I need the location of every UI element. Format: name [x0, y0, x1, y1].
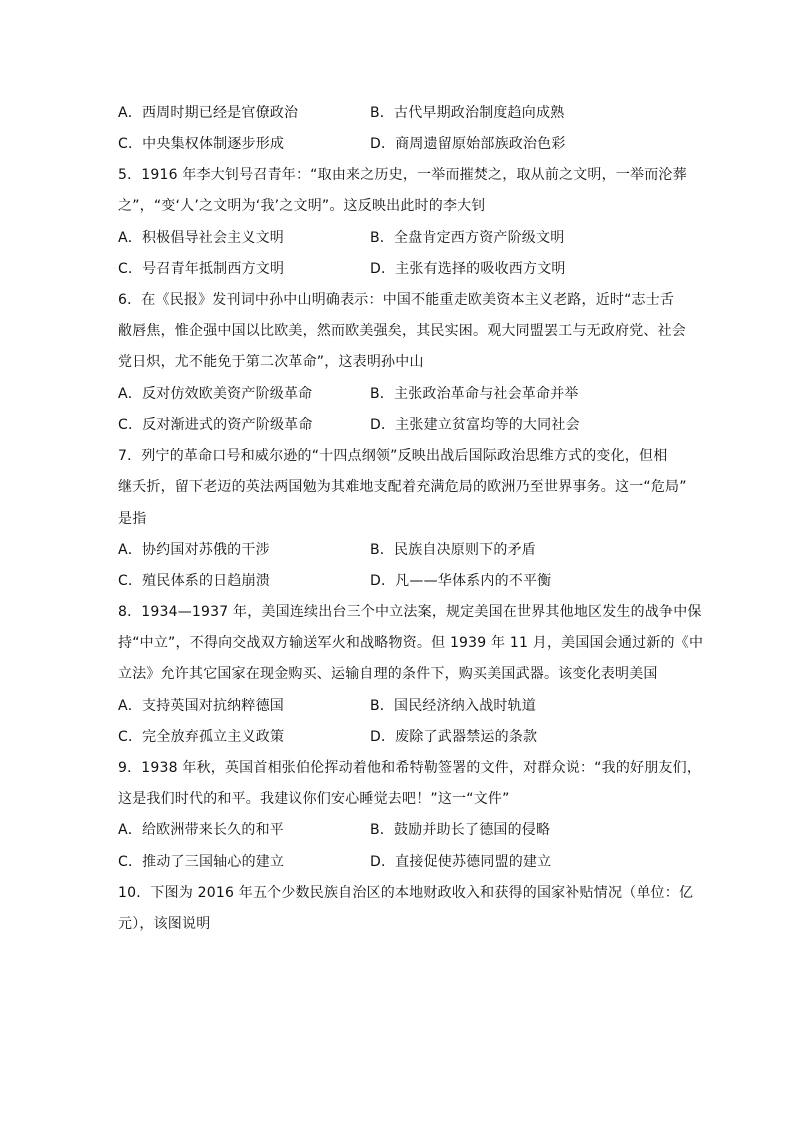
- q6-option-b: B．主张政治革命与社会革命并举: [370, 386, 579, 402]
- q4-option-a: A．西周时期已经是官僚政治: [118, 105, 299, 121]
- q7-option-c: C．殖民体系的日趋崩溃: [118, 573, 270, 589]
- q8-option-a: A．支持英国对抗纳粹德国: [118, 698, 284, 714]
- q6-option-d: D．主张建立贫富均等的大同社会: [370, 417, 580, 433]
- q4-option-b: B．古代早期政治制度趋向成熟: [370, 105, 565, 121]
- q7-stem-line-1: 7．列宁的革命口号和威尔逊的“十四点纲领”反映出战后国际政治思维方式的变化，但相: [118, 448, 668, 464]
- q8-stem-line-3: 立法》允许其它国家在现金购买、运输自理的条件下，购买美国武器。该变化表明美国: [118, 666, 658, 682]
- q6-option-c: C．反对渐进式的资产阶级革命: [118, 417, 313, 433]
- q8-option-c: C．完全放弃孤立主义政策: [118, 729, 285, 745]
- q9-option-a: A．给欧洲带来长久的和平: [118, 822, 284, 838]
- q7-option-a: A．协约国对苏俄的干涉: [118, 542, 270, 558]
- q6-stem-line-1: 6．在《民报》发刊词中孙中山明确表示：中国不能重走欧美资本主义老路，近时“志士舌: [118, 292, 675, 308]
- q9-option-d: D．直接促使苏德同盟的建立: [370, 854, 552, 870]
- q9-option-c: C．推动了三国轴心的建立: [118, 854, 285, 870]
- q9-stem-line-1: 9．1938 年秋，英国首相张伯伦挥动着他和希特勒签署的文件，对群众说：“我的好朋友们，: [118, 760, 702, 776]
- q4-option-d: D．商周遗留原始部族政治色彩: [370, 136, 566, 152]
- q6-stem-line-2: 敝唇焦，惟企强中国以比欧美，然而欧美强矣，其民实困。观大同盟罢工与无政府党、社会: [118, 323, 686, 339]
- q10-stem-line-1: 10．下图为 2016 年五个少数民族自治区的本地财政收入和获得的国家补贴情况（单位：亿: [118, 885, 694, 901]
- q5-option-d: D．主张有选择的吸收西方文明: [370, 261, 566, 277]
- q5-stem-line-1: 5．1916 年李大钊号召青年：“取由来之历史，一举而摧焚之，取从前之文明，一举而沦葬: [118, 167, 687, 183]
- q5-option-b: B．全盘肯定西方资产阶级文明: [370, 230, 565, 246]
- q7-stem-line-2: 继夭折，留下老迈的英法两国勉为其难地支配着充满危局的欧洲乃至世界事务。这一“危局”: [118, 479, 687, 495]
- q6-option-a: A．反对仿效欧美资产阶级革命: [118, 386, 313, 402]
- q6-stem-line-3: 党日炽，尤不能免于第二次革命”，这表明孙中山: [118, 354, 424, 370]
- q4-option-c: C．中央集权体制逐步形成: [118, 136, 285, 152]
- q5-option-c: C．号召青年抵制西方文明: [118, 261, 285, 277]
- q8-stem-line-1: 8．1934—1937 年，美国连续出台三个中立法案，规定美国在世界其他地区发生的战争中保: [118, 604, 702, 620]
- q9-option-b: B．鼓励并助长了德国的侵略: [370, 822, 551, 838]
- q7-option-d: D．凡——华体系内的不平衡: [370, 573, 552, 589]
- q7-option-b: B．民族自决原则下的矛盾: [370, 542, 537, 558]
- q8-option-d: D．废除了武器禁运的条款: [370, 729, 538, 745]
- q10-stem-line-2: 元），该图说明: [118, 916, 211, 932]
- q7-stem-line-3: 是指: [118, 511, 147, 527]
- q9-stem-line-2: 这是我们时代的和平。我建议你们安心睡觉去吧！”这一“文件”: [118, 791, 510, 807]
- q5-option-a: A．积极倡导社会主义文明: [118, 230, 284, 246]
- q8-option-b: B．国民经济纳入战时轨道: [370, 698, 537, 714]
- q5-stem-line-2: 之”，“变‘人’之文明为‘我’之文明”。这反映出此时的李大钊: [118, 198, 486, 214]
- q8-stem-line-2: 持“中立”，不得向交战双方输送军火和战略物资。但 1939 年 11 月，美国国会通过新的《中: [118, 635, 704, 651]
